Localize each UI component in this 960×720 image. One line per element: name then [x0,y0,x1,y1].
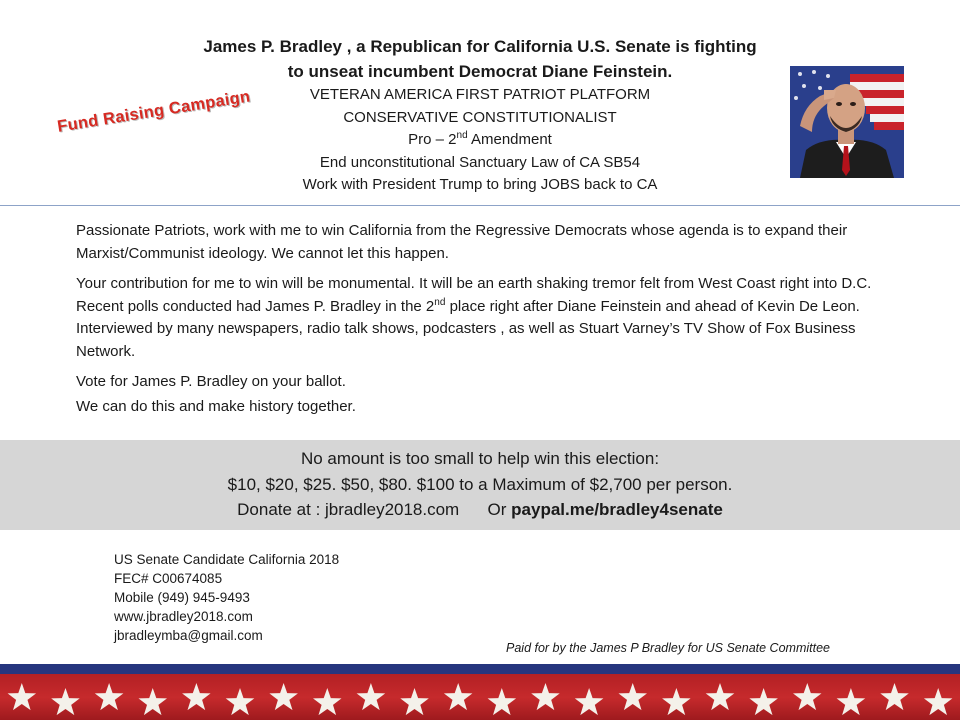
headline-block [150,34,810,197]
amendment-post: Amendment [467,131,552,148]
amendment-sup: nd [456,130,468,141]
donate-line-3 [0,497,960,523]
banner-star-icon [880,683,909,710]
banner-star-icon [313,688,342,715]
paragraph-2 [76,273,896,363]
section-divider [0,205,960,206]
candidate-saluting-photo [790,66,904,178]
paragraph-1: Passionate Patriots, work with me to win California from the Regressive Democrats whose agenda is to expand their Marxist/Communist ideology. We cannot let this happen. [76,222,848,262]
paragraph-3: Vote for James P. Bradley on your ballot. [76,373,346,390]
banner-star-icon [444,683,473,710]
paid-for-disclaimer: Paid for by the James P Bradley for US Senate Committee [506,641,830,655]
headline-line-1: James P. Bradley , a Republican for California U.S. Senate is fighting [203,37,757,56]
jobs-line: Work with President Trump to bring JOBS back to CA [302,176,658,193]
contact-mobile: Mobile (949) 945-9493 [114,590,250,605]
paypal-link[interactable]: paypal.me/bradley4senate [511,500,723,519]
photo-illustration [790,66,904,178]
paragraph-2-part-1: Your contribution for me to win will be monumental. It will be an earth shaking tremor felt from West Coast right into D.C. Recent polls conducted had James P. Bradley in the 2 [76,275,872,315]
platform-line: VETERAN AMERICA FIRST PATRIOT PLATFORM [309,86,651,103]
banner-star-icon [139,688,168,715]
banner-star-icon [575,688,604,715]
banner-star-icon [226,688,255,715]
contact-fec: FEC# C00674085 [114,571,223,586]
body-text [76,220,896,420]
banner-star-icon [706,683,735,710]
banner-star-icon [531,683,560,710]
amendment-line [150,129,810,152]
amendment-pre: Pro – 2 [408,131,457,148]
banner-star-icon [837,688,866,715]
banner-star-icon [619,683,648,710]
fund-raising-stamp: Fund Raising Campaign [56,87,252,136]
banner-star-icon [51,688,79,715]
stars-banner [0,664,960,720]
banner-star-icon [749,688,778,715]
stars-banner-icon [0,664,960,720]
contact-website[interactable]: www.jbradley2018.com [114,609,253,624]
paragraph-2-sup: nd [434,296,446,308]
headline-line-2: to unseat incumbent Democrat Diane Feinstein. [287,62,673,81]
banner-star-icon [488,688,516,715]
banner-star-icon [357,683,386,710]
donate-website: Donate at : jbradley2018.com Or [237,500,512,519]
donate-line-1: No amount is too small to help win this election: [300,449,660,468]
banner-star-icon [8,683,36,710]
paragraph-4: We can do this and make history together. [76,397,356,415]
sanctuary-line: End unconstitutional Sanctuary Law of CA SB54 [319,153,641,171]
donate-band [0,440,960,530]
banner-star-icon [182,683,211,710]
contact-title: US Senate Candidate California 2018 [114,552,340,567]
banner-star-icon [95,683,124,710]
banner-star-icon [924,688,953,715]
constitutionalist-line: CONSERVATIVE CONSTITUTIONALIST [343,108,617,126]
contact-block [114,550,339,645]
donate-line-2: $10, $20, $25. $50, $80. $100 to a Maximum of $2,700 per person. [227,474,733,494]
paragraph-2-part-2: place right after Diane Feinstein and ahead of Kevin De Leon. Interviewed by many newspapers, radio talk shows, podcasters , as well as Stuart Varney’s TV Show of Fox Business Network. [76,297,860,360]
banner-star-icon [400,688,429,715]
banner-star-icon [662,688,691,715]
contact-email[interactable]: jbradleymba@gmail.com [114,628,263,643]
banner-star-icon [269,683,298,710]
banner-star-icon [793,683,822,710]
